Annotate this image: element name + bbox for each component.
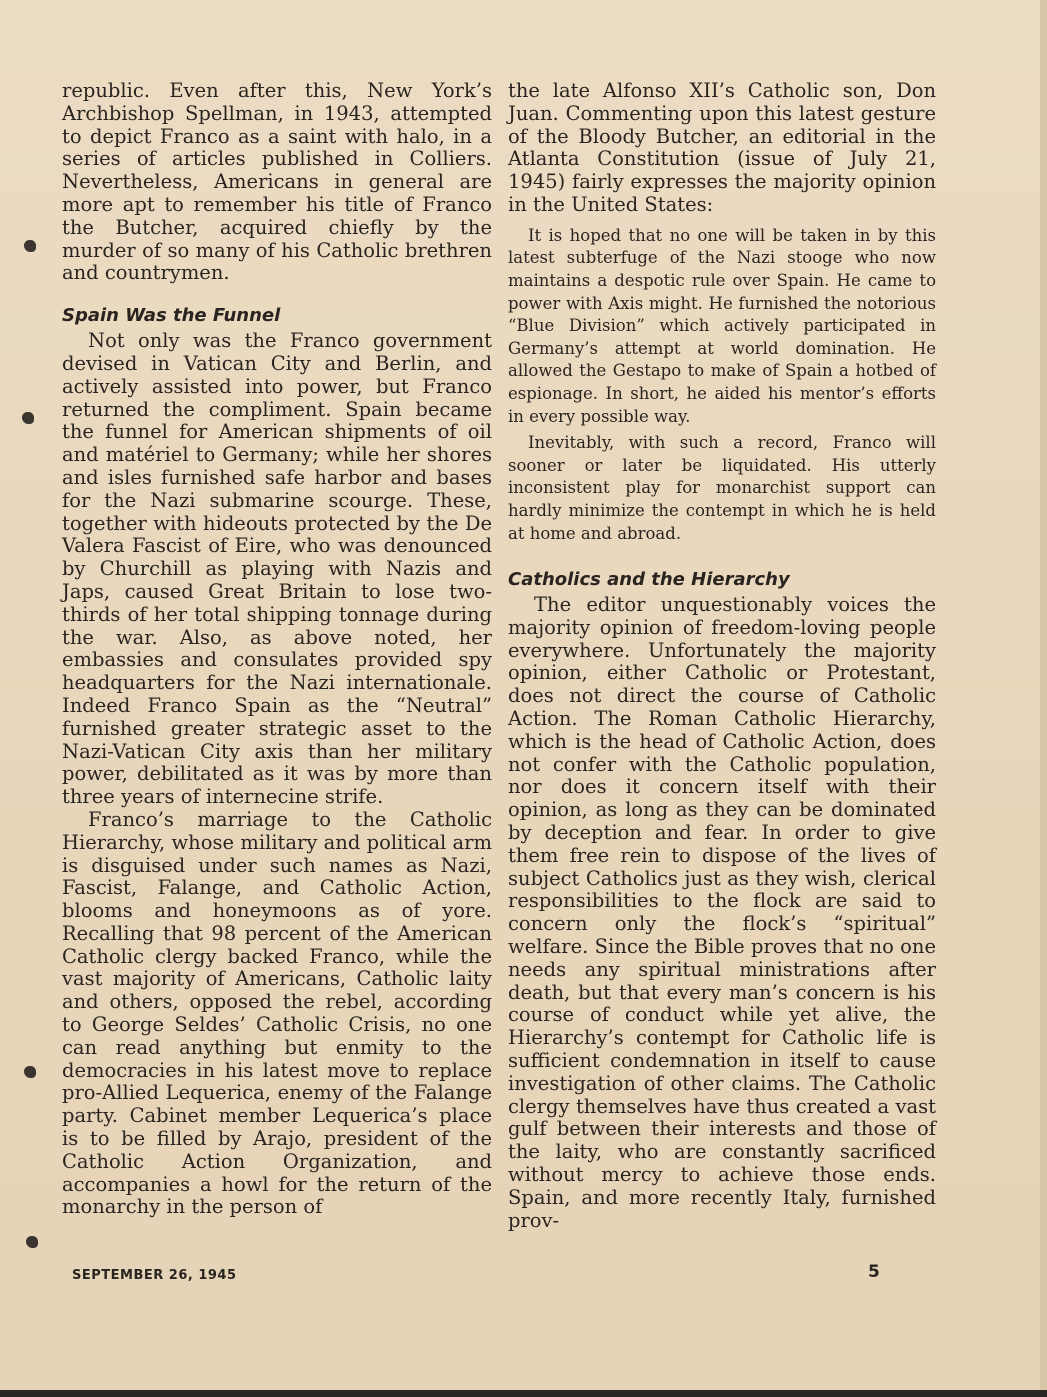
binder-hole	[24, 240, 36, 252]
paragraph: the late Alfonso XII’s Catholic son, Don Juan. Commenting upon this latest gesture of the Bloody Butcher, an editorial in the Atlanta Constitution (issue of July 21, 1945) fairly expresses the majority opinion in the United States:	[508, 79, 936, 216]
paragraph: Franco’s marriage to the Catholic Hierarchy, whose military and political arm is disguised under such names as Nazi, Fascist, Falange, and Catholic Action, blooms and honeymoons as of yore. Recalling that 98 percent of the American Catholic clergy backed Franco, while the vast majority of Americans, Catholic laity and others, opposed the rebel, according to George Seldes’ Catholic Crisis, no one can read anything but enmity to the democracies in his latest move to replace pro-Allied Lequerica, enemy of the Falange party. Cabinet member Lequerica’s place is to be filled by Arajo, president of the Catholic Action Organization, and accompanies a howl for the return of the monarchy in the person of	[62, 807, 492, 1219]
scan-border	[0, 1390, 1047, 1397]
paragraph: Not only was the Franco government devised in Vatican City and Berlin, and actively assisted into power, but Franco returned the compliment. Spain became the funnel for American shipments of oil and matériel to Germany; while her shores and isles furnished safe harbor and bases for the Nazi submarine scourge. These, together with hideouts protected by the De Valera Fascist of Eire, who was denounced by Churchill as playing with Nazis and Japs, caused Great Britain to lose two-thirds of her total shipping tonnage during the war. Also, as above noted, her embassies and consulates provided spy headquarters for the Nazi internationale. Indeed Franco Spain as the “Neutral” furnished greater strategic asset to the Nazi-Vatican City axis than her military power, debilitated as it was by more than three years of internecine strife.	[62, 329, 492, 809]
binder-hole	[26, 1236, 38, 1248]
left-column	[62, 80, 492, 1219]
section-heading: Spain Was the Funnel	[62, 305, 281, 327]
block-quote: Inevitably, with such a record, Franco will sooner or later be liquidated. His utterly inconsistent play for monarchist support can hardly minimize the contempt in which he is held at home and abroad.	[508, 433, 936, 543]
issue-date: SEPTEMBER 26, 1945	[72, 1268, 237, 1283]
paragraph: The editor unquestionably voices the majority opinion of freedom-loving people everywhere. Unfortunately the majority opinion, either Catholic or Protestant, does not direct the course of Catholic Action. The Roman Catholic Hierarchy, which is the head of Catholic Action, does not confer with the Catholic population, nor does it concern itself with their opinion, as long as they can be dominated by deception and fear. In order to give them free rein to dispose of the lives of subject Catholics just as they wish, clerical responsibilities to the flock are said to concern only the flock’s “spiritual” welfare. Since the Bible proves that no one needs any spiritual ministrations after death, but that every man’s concern is his course of conduct while yet alive, the Hierarchy’s contempt for Catholic life is sufficient condemnation in itself to cause investigation of other claims. The Catholic clergy themselves have thus created a vast gulf between their interests and those of the laity, who are constantly sacrificed without mercy to achieve those ends. Spain, and more recently Italy, furnished prov-	[508, 593, 936, 1232]
paragraph: republic. Even after this, New York’s Archbishop Spellman, in 1943, attempted to depict Franco as a saint with halo, in a series of articles published in Colliers. Nevertheless, Americans in general are more apt to remember his title of Franco the Butcher, acquired chiefly by the murder of so many of his Catholic brethren and countrymen.	[62, 79, 492, 285]
right-column	[508, 80, 936, 1232]
page-edge	[1040, 0, 1047, 1397]
binder-hole	[24, 1066, 36, 1078]
section-heading: Catholics and the Hierarchy	[508, 569, 790, 591]
block-quote: It is hoped that no one will be taken in by this latest subterfuge of the Nazi stooge who now maintains a despotic rule over Spain. He came to power with Axis might. He furnished the notorious “Blue Division” which actively participated in Germany’s attempt at world domination. He allowed the Gestapo to make of Spain a hotbed of espionage. In short, he aided his mentor’s efforts in every possible way.	[508, 225, 936, 426]
binder-hole	[22, 412, 34, 424]
page-number: 5	[868, 1262, 880, 1282]
